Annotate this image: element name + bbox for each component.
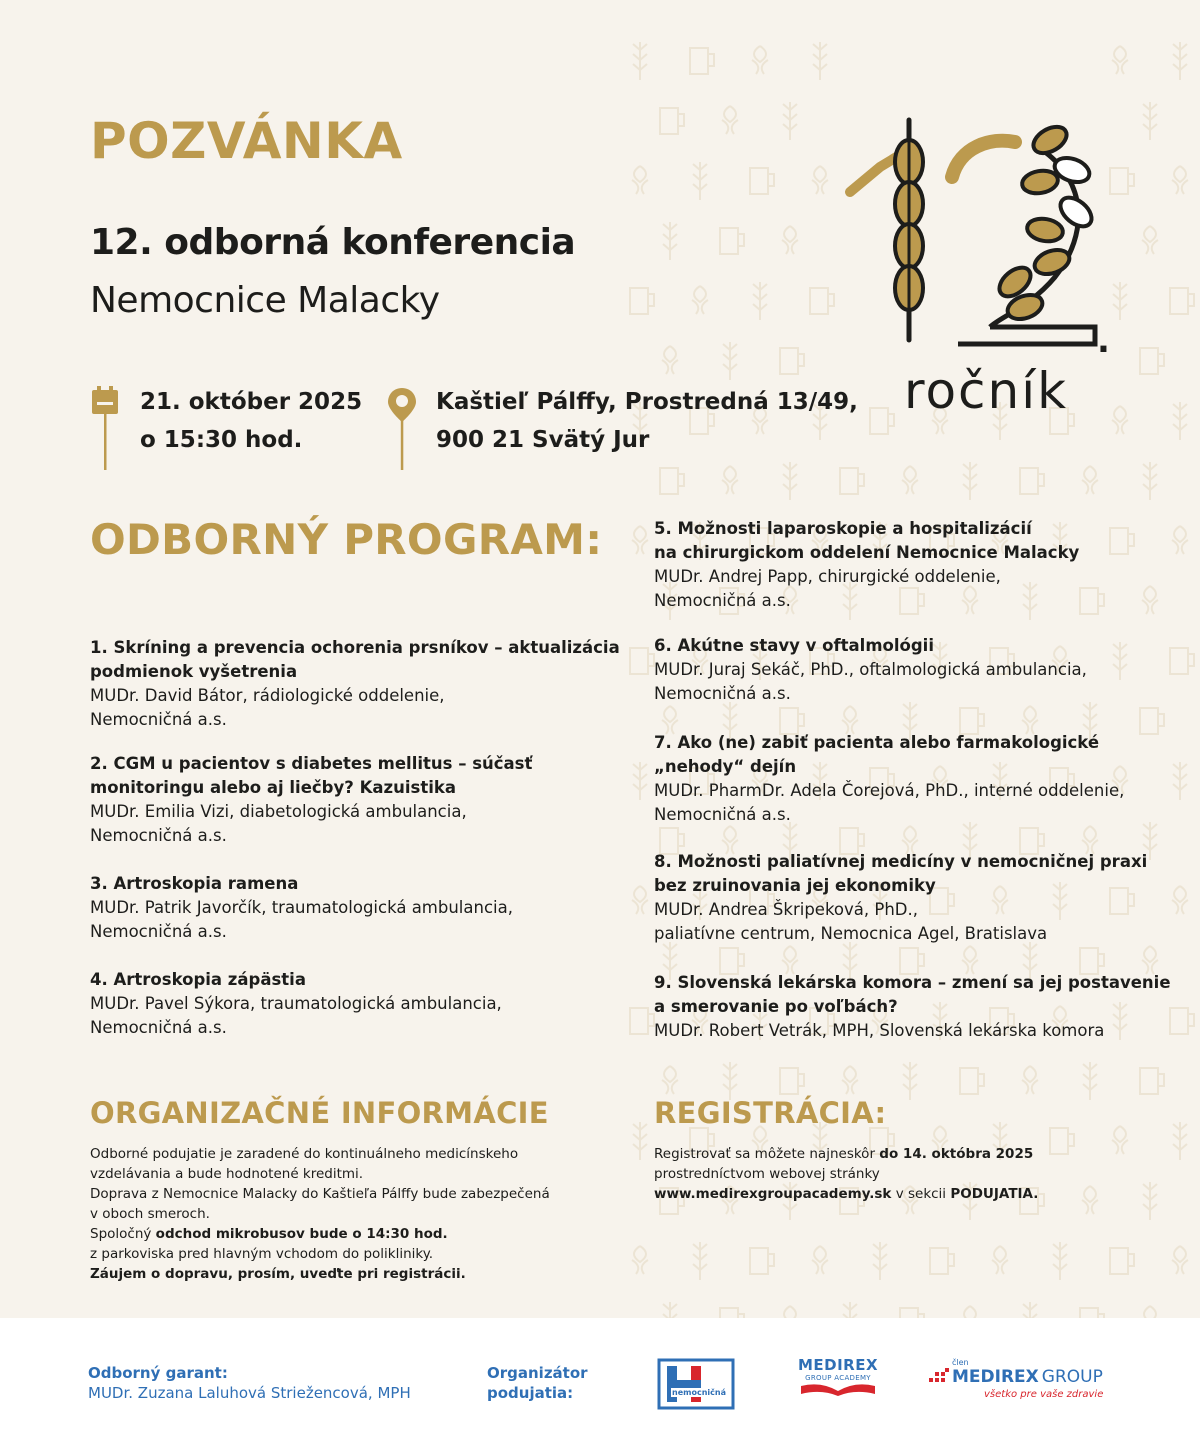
hop-motif-icon (1172, 166, 1188, 194)
program-item-speaker: Nemocničná a.s. (90, 826, 227, 845)
location-pin-icon (386, 386, 418, 472)
program-item-speaker: MUDr. Pavel Sýkora, traumatologická ambulancia, (90, 994, 502, 1013)
program-item (654, 517, 1079, 613)
program-item-title: monitoringu alebo aj liečby? Kazuistika (90, 778, 456, 797)
hop-motif-icon (662, 346, 678, 374)
program-item-speaker: MUDr. Andrej Papp, chirurgické oddelenie, (654, 567, 1001, 586)
hop-motif-icon (782, 946, 798, 974)
hop-motif-icon (722, 466, 738, 494)
wheat-motif-icon (783, 462, 797, 500)
beer-mug-motif-icon (720, 228, 744, 254)
hop-motif-icon (1172, 886, 1188, 914)
conference-title: 12. odborná konferencia (90, 222, 576, 263)
hop-motif-icon (812, 1246, 828, 1274)
hop-motif-icon (662, 1066, 678, 1094)
program-item-speaker: MUDr. Patrik Javorčík, traumatologická ambulancia, (90, 898, 513, 917)
org-line: vzdelávania a bude hodnotené kreditmi. (90, 1166, 364, 1182)
reg-line: www.medirexgroupacademy.sk v sekcii PODUJATIA. (654, 1186, 1039, 1202)
beer-mug-motif-icon (1170, 648, 1194, 674)
bus-departure: odchod mikrobusov bude o 14:30 hod. (155, 1226, 448, 1242)
event-time-text: o 15:30 hod. (140, 427, 303, 453)
group-slogan: všetko pre vaše zdravie (984, 1389, 1104, 1400)
beer-mug-motif-icon (1020, 468, 1044, 494)
hop-motif-icon (752, 46, 768, 74)
program-item-title: 5. Možnosti laparoskopie a hospitalizácií (654, 519, 1032, 538)
program-item (90, 752, 532, 848)
wheat-ear-icon (895, 140, 923, 310)
beer-mug-motif-icon (750, 168, 774, 194)
event-place (436, 383, 858, 459)
hop-motif-icon (1112, 406, 1128, 434)
edition-dot: . (1097, 321, 1110, 361)
hop-motif-icon (1142, 226, 1158, 254)
program-item (90, 968, 502, 1040)
wheat-motif-icon (873, 1242, 887, 1280)
wheat-sprig-icon (994, 121, 1097, 323)
hop-motif-icon (902, 466, 918, 494)
program-item-speaker: Nemocničná a.s. (654, 591, 791, 610)
program-item-speaker: Nemocničná a.s. (90, 710, 227, 729)
program-item-speaker: Nemocničná a.s. (90, 922, 227, 941)
wheat-motif-icon (1143, 462, 1157, 500)
program-item-speaker: MUDr. David Bátor, rádiologické oddelenie, (90, 686, 445, 705)
wheat-motif-icon (813, 42, 827, 80)
org-line: Odborné podujatie je zaradené do kontinuálneho medicínskeho (90, 1146, 519, 1162)
program-item (90, 872, 513, 944)
program-item-speaker: Nemocničná a.s. (654, 805, 791, 824)
hop-motif-icon (1112, 46, 1128, 74)
beer-mug-motif-icon (1170, 1008, 1194, 1034)
wheat-motif-icon (723, 1062, 737, 1100)
program-item (90, 636, 620, 732)
hop-motif-icon (632, 526, 648, 554)
event-place-line1: Kaštieľ Pálffy, Prostredná 13/49, (436, 389, 858, 415)
nemocnicna-text: nemocničná (672, 1388, 726, 1397)
reg-line: Registrovať sa môžete najneskôr do 14. októbra 2025 (654, 1146, 1034, 1162)
organization-text (90, 1144, 610, 1284)
edition-12-logo (840, 112, 1120, 362)
nemocnicna-logo (657, 1358, 735, 1410)
program-item-speaker: MUDr. Robert Vetrák, MPH, Slovenská lekárska komora (654, 1021, 1105, 1040)
beer-mug-motif-icon (870, 408, 894, 434)
event-place-line2: 900 21 Svätý Jur (436, 427, 650, 453)
wheat-motif-icon (633, 42, 647, 80)
conference-subtitle: Nemocnice Malacky (90, 280, 440, 321)
beer-mug-motif-icon (1080, 588, 1104, 614)
program-item-title: na chirurgickom oddelení Nemocnice Malacky (654, 543, 1080, 562)
hop-motif-icon (692, 286, 708, 314)
wheat-motif-icon (693, 162, 707, 200)
program-item-title: 4. Artroskopia zápästia (90, 970, 306, 989)
group-logo-title-2: GROUP (1041, 1367, 1103, 1387)
beer-mug-motif-icon (1170, 288, 1194, 314)
program-item-title: 6. Akútne stavy v oftalmológii (654, 636, 934, 655)
wheat-motif-icon (1173, 42, 1187, 80)
registration-heading: REGISTRÁCIA: (654, 1096, 887, 1130)
beer-mug-motif-icon (780, 348, 804, 374)
beer-mug-motif-icon (1140, 348, 1164, 374)
guarantor-block (88, 1363, 411, 1403)
program-item-title: 8. Možnosti paliatívnej medicíny v nemocničnej praxi (654, 852, 1148, 871)
beer-mug-motif-icon (630, 288, 654, 314)
hop-motif-icon (842, 706, 858, 734)
registration-text (654, 1144, 1134, 1204)
hop-motif-icon (1022, 1066, 1038, 1094)
org-line: Záujem o dopravu, prosím, uveďte pri registrácii. (90, 1266, 466, 1282)
program-item-title: 3. Artroskopia ramena (90, 874, 299, 893)
hop-motif-icon (632, 886, 648, 914)
wheat-motif-icon (723, 342, 737, 380)
beer-mug-motif-icon (630, 648, 654, 674)
registration-url-link[interactable]: www.medirexgroupacademy.sk (654, 1186, 892, 1202)
group-logo-row (928, 1367, 1118, 1387)
hop-motif-icon (992, 1246, 1008, 1274)
program-item-speaker: MUDr. Emilia Vizi, diabetologická ambulancia, (90, 802, 467, 821)
wheat-motif-icon (1053, 1242, 1067, 1280)
hop-motif-icon (1172, 1246, 1188, 1274)
program-item-title: 7. Ako (ne) zabiť pacienta alebo farmakologické (654, 733, 1100, 752)
event-date (140, 383, 362, 459)
org-line: Spoločný odchod mikrobusov bude o 14:30 hod. (90, 1226, 448, 1242)
wheat-motif-icon (963, 462, 977, 500)
program-item-title: 9. Slovenská lekárska komora – zmení sa jej postavenie (654, 973, 1171, 992)
hop-motif-icon (1082, 466, 1098, 494)
reg-line: prostredníctvom webovej stránky (654, 1166, 880, 1182)
open-book-icon (793, 1383, 883, 1397)
invitation-heading: POZVÁNKA (90, 112, 403, 170)
program-item (654, 971, 1171, 1043)
wheat-motif-icon (1083, 1062, 1097, 1100)
footer (0, 1318, 1200, 1449)
hop-motif-icon (632, 1246, 648, 1274)
hop-motif-icon (962, 946, 978, 974)
registration-deadline: do 14. októbra 2025 (879, 1146, 1034, 1162)
wheat-motif-icon (1173, 1122, 1187, 1160)
academy-logo-title: MEDIREX (797, 1356, 879, 1374)
wheat-motif-icon (1143, 102, 1157, 140)
wheat-motif-icon (903, 1062, 917, 1100)
program-item-title: podmienok vyšetrenia (90, 662, 298, 681)
wheat-motif-icon (663, 222, 677, 260)
beer-mug-motif-icon (660, 468, 684, 494)
beer-mug-motif-icon (1110, 1248, 1134, 1274)
program-item-speaker: paliatívne centrum, Nemocnica Agel, Bratislava (654, 924, 1048, 943)
organization-heading: ORGANIZAČNÉ INFORMÁCIE (90, 1096, 549, 1130)
wheat-motif-icon (1173, 762, 1187, 800)
guarantor-name: MUDr. Zuzana Laluhová Striežencová, MPH (88, 1384, 411, 1402)
beer-mug-motif-icon (1110, 528, 1134, 554)
beer-mug-motif-icon (960, 1068, 984, 1094)
group-member-label: člen (952, 1358, 969, 1367)
organizer-label: Organizátor (487, 1364, 588, 1382)
program-item-speaker: MUDr. Andrea Škripeková, PhD., (654, 900, 918, 919)
program-item-title: 1. Skríning a prevencia ochorenia prsníkov – aktualizácia (90, 638, 620, 657)
beer-mug-motif-icon (660, 108, 684, 134)
org-line: Doprava z Nemocnice Malacky do Kaštieľa Pálffy bude zabezpečená (90, 1186, 550, 1202)
wheat-motif-icon (1173, 402, 1187, 440)
group-logo-title: MEDIREX (952, 1367, 1039, 1387)
edition-number-text: 12 (840, 112, 842, 113)
hop-motif-icon (632, 166, 648, 194)
wheat-motif-icon (633, 762, 647, 800)
beer-mug-motif-icon (840, 468, 864, 494)
program-item-speaker: Nemocničná a.s. (90, 1018, 227, 1037)
event-date-text: 21. október 2025 (140, 389, 363, 415)
nemocnicna-h-icon (657, 1358, 735, 1410)
beer-mug-motif-icon (690, 48, 714, 74)
org-line: z parkoviska pred hlavným vchodom do polikliniky. (90, 1246, 434, 1262)
program-item (654, 850, 1147, 946)
program-item (654, 731, 1124, 827)
organizer-label: podujatia: (487, 1384, 574, 1402)
hop-motif-icon (1142, 946, 1158, 974)
beer-mug-motif-icon (1140, 1068, 1164, 1094)
guarantor-label: Odborný garant: (88, 1364, 228, 1382)
hop-motif-icon (722, 106, 738, 134)
program-item-speaker: Nemocničná a.s. (654, 684, 791, 703)
program-item-title: a smerovanie po voľbách? (654, 997, 898, 1016)
events-section: PODUJATIA. (950, 1186, 1039, 1202)
organizer-block (487, 1363, 588, 1403)
hop-motif-icon (842, 1066, 858, 1094)
calendar-icon (90, 386, 120, 472)
wheat-motif-icon (633, 1122, 647, 1160)
wheat-motif-icon (1143, 1182, 1157, 1220)
beer-mug-motif-icon (780, 1068, 804, 1094)
program-item-title: 2. CGM u pacientov s diabetes mellitus – súčasť (90, 754, 533, 773)
hop-motif-icon (812, 166, 828, 194)
program-item-speaker: MUDr. PharmDr. Adela Čorejová, PhD., interné oddelenie, (654, 781, 1125, 800)
edition-label: ročník (904, 362, 1069, 420)
beer-mug-motif-icon (930, 1248, 954, 1274)
program-heading: ODBORNÝ PROGRAM: (90, 515, 603, 564)
academy-logo-subtitle: GROUP ACADEMY (805, 1374, 871, 1382)
medirex-group-logo (928, 1358, 1118, 1400)
medirex-academy-logo (793, 1356, 883, 1401)
wheat-motif-icon (1113, 642, 1127, 680)
hop-motif-icon (1172, 526, 1188, 554)
beer-mug-motif-icon (810, 288, 834, 314)
hop-motif-icon (782, 226, 798, 254)
beer-mug-motif-icon (1140, 708, 1164, 734)
dots-icon (928, 1368, 950, 1386)
wheat-motif-icon (753, 282, 767, 320)
wheat-motif-icon (783, 102, 797, 140)
org-line: v oboch smeroch. (90, 1206, 210, 1222)
hop-motif-icon (662, 706, 678, 734)
program-item-speaker: MUDr. Juraj Sekáč, PhD., oftalmologická ambulancia, (654, 660, 1087, 679)
program-item (654, 634, 1087, 706)
wheat-motif-icon (693, 1242, 707, 1280)
program-item-title: „nehody“ dejín (654, 757, 797, 776)
hop-motif-icon (1022, 706, 1038, 734)
program-item-title: bez zruinovania jej ekonomiky (654, 876, 936, 895)
hop-motif-icon (1142, 586, 1158, 614)
beer-mug-motif-icon (750, 1248, 774, 1274)
beer-mug-motif-icon (630, 1008, 654, 1034)
